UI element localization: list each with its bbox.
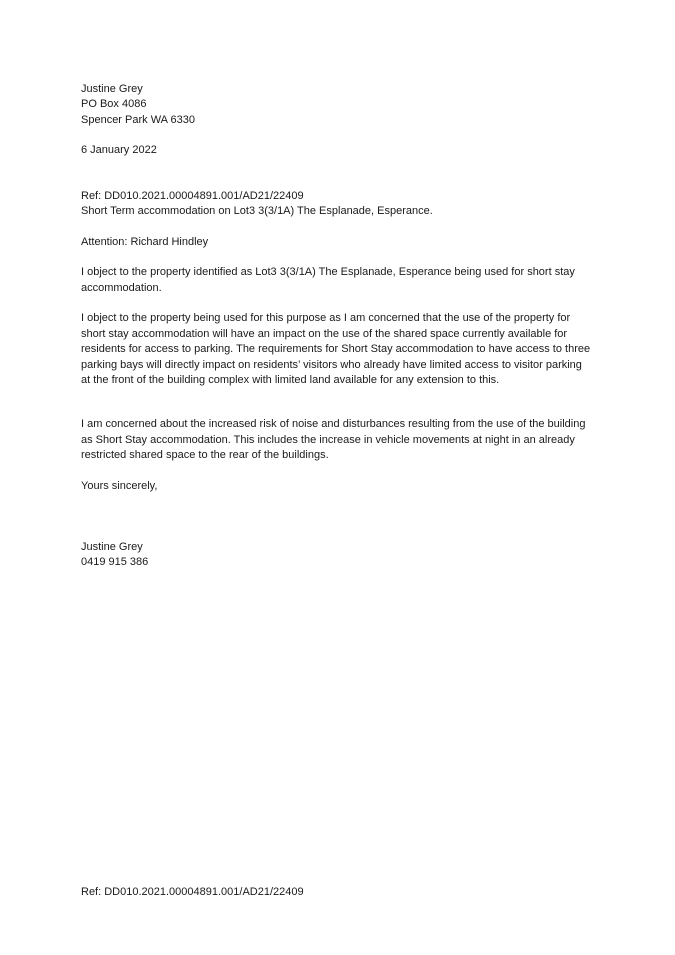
sender-address-line1: PO Box 4086 (81, 98, 147, 110)
body-paragraph-3: I am concerned about the increased risk of noise and disturbances resulting from the use of the building as Short Stay accommodation. This includes the increase in vehicle movements at night in an already restricted shared space to the rear of the buildings. (81, 418, 586, 461)
letter-date: 6 January 2022 (81, 144, 157, 156)
body-paragraph-1: I object to the property identified as Lot3 3(3/1A) The Esplanade, Esperance being used for short stay accommodation. (81, 266, 575, 294)
signature-phone: 0419 915 386 (81, 556, 149, 568)
footer-reference: Ref: DD010.2021.00004891.001/AD21/22409 (81, 886, 304, 898)
subject-line: Short Term accommodation on Lot3 3(3/1A) The Esplanade, Esperance. (81, 205, 433, 217)
sender-address-line2: Spencer Park WA 6330 (81, 114, 195, 126)
signature-name: Justine Grey (81, 541, 143, 553)
body-paragraph-2: I object to the property being used for this purpose as I am concerned that the use of the property for short stay accommodation will have an impact on the use of the shared space currently available for residents for access to parking. The requirements for Short Stay accommodation to have access to three parking bays will directly impact on residents’ visitors who already have limited access to visitor parking at the front of the building complex with limited land available for any extension to this. (81, 312, 591, 386)
attention-line: Attention: Richard Hindley (81, 236, 209, 248)
reference-line: Ref: DD010.2021.00004891.001/AD21/22409 (81, 190, 304, 202)
closing-line: Yours sincerely, (81, 480, 158, 492)
sender-name: Justine Grey (81, 83, 143, 95)
